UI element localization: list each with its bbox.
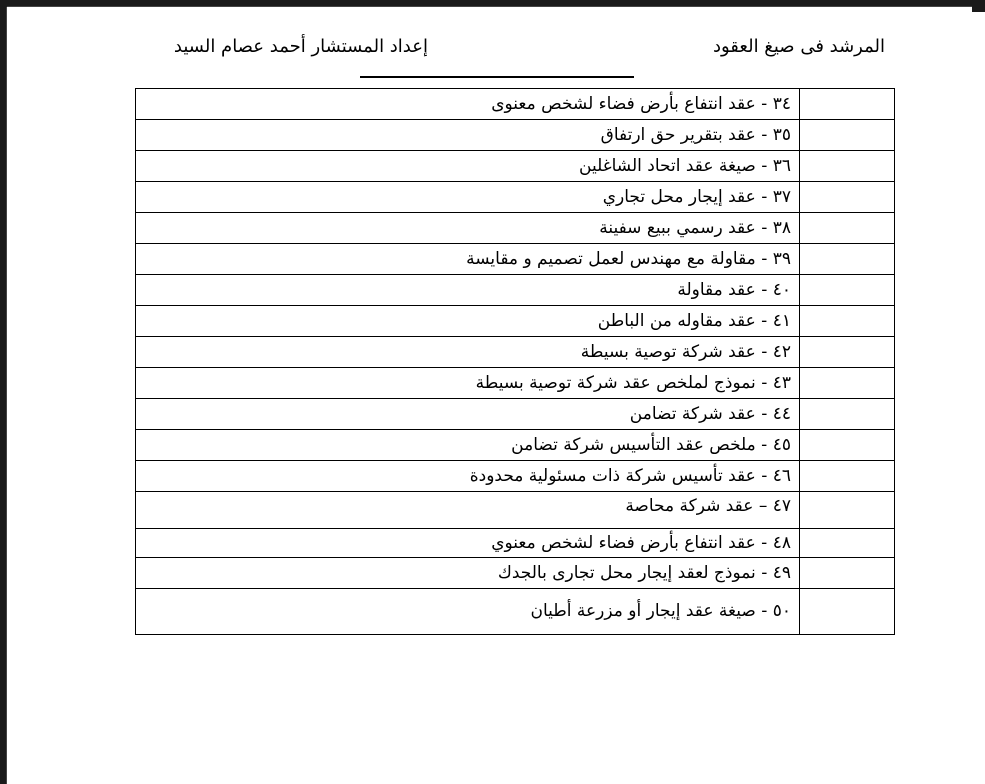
- table-row: [136, 213, 895, 244]
- row-blank-cell: [800, 399, 895, 430]
- row-blank-cell: [800, 368, 895, 399]
- row-blank-cell: [800, 589, 895, 635]
- row-blank-cell: [800, 461, 895, 492]
- contract-title: ٥٠ - صيغة عقد إيجار أو مزرعة أطيان: [136, 589, 800, 635]
- contract-title: ٣٥ - عقد بتقرير حق ارتفاق: [136, 120, 800, 151]
- contract-title: ٣٩ - مقاولة مع مهندس لعمل تصميم و مقايسة: [136, 244, 800, 275]
- row-blank-cell: [800, 182, 895, 213]
- page-border-left-inner: [6, 7, 10, 784]
- row-blank-cell: [800, 492, 895, 529]
- table-row: [136, 589, 895, 635]
- table-row: [136, 368, 895, 399]
- contract-title: ٤١ - عقد مقاوله من الباطن: [136, 306, 800, 337]
- author-credit: إعداد المستشار أحمد عصام السيد: [173, 36, 428, 57]
- table-row: [136, 461, 895, 492]
- table-row: [136, 430, 895, 461]
- table-row: [136, 337, 895, 368]
- table-row: [136, 399, 895, 430]
- table-row: [136, 89, 895, 120]
- contract-title: ٣٨ - عقد رسمي ببيع سفينة: [136, 213, 800, 244]
- contract-title: ٤٠ - عقد مقاولة: [136, 275, 800, 306]
- row-blank-cell: [800, 244, 895, 275]
- contracts-table: [135, 88, 895, 635]
- header-rule: [360, 76, 634, 78]
- contract-title: ٤٦ - عقد تأسيس شركة ذات مسئولية محدودة: [136, 461, 800, 492]
- table-row: [136, 529, 895, 558]
- row-blank-cell: [800, 430, 895, 461]
- contract-title: ٤٩ - نموذج لعقد إيجار محل تجارى بالجدك: [136, 558, 800, 589]
- table-row: [136, 120, 895, 151]
- table-row: [136, 151, 895, 182]
- table-row: [136, 244, 895, 275]
- contract-title: ٤٨ - عقد انتفاع بأرض فضاء لشخص معنوي: [136, 529, 800, 558]
- row-blank-cell: [800, 89, 895, 120]
- contract-title: ٤٧ – عقد شركة محاصة: [136, 492, 800, 529]
- contract-title: ٤٤ - عقد شركة تضامن: [136, 399, 800, 430]
- table-row: [136, 275, 895, 306]
- table-row: [136, 492, 895, 529]
- row-blank-cell: [800, 151, 895, 182]
- table-row: [136, 306, 895, 337]
- row-blank-cell: [800, 337, 895, 368]
- row-blank-cell: [800, 275, 895, 306]
- contract-title: ٤٣ - نموذج لملخص عقد شركة توصية بسيطة: [136, 368, 800, 399]
- page-border-corner: [972, 0, 985, 12]
- contract-title: ٣٦ - صيغة عقد اتحاد الشاغلين: [136, 151, 800, 182]
- table-row: [136, 558, 895, 589]
- row-blank-cell: [800, 558, 895, 589]
- row-blank-cell: [800, 306, 895, 337]
- row-blank-cell: [800, 529, 895, 558]
- contract-title: ٤٥ - ملخص عقد التأسيس شركة تضامن: [136, 430, 800, 461]
- row-blank-cell: [800, 120, 895, 151]
- contract-title: ٣٤ - عقد انتفاع بأرض فضاء لشخص معنوى: [136, 89, 800, 120]
- contract-title: ٤٢ - عقد شركة توصية بسيطة: [136, 337, 800, 368]
- contract-title: ٣٧ - عقد إيجار محل تجاري: [136, 182, 800, 213]
- table-row: [136, 182, 895, 213]
- row-blank-cell: [800, 213, 895, 244]
- page-border-top-inner: [6, 6, 972, 11]
- book-title: المرشد فى صيغ العقود: [712, 36, 885, 57]
